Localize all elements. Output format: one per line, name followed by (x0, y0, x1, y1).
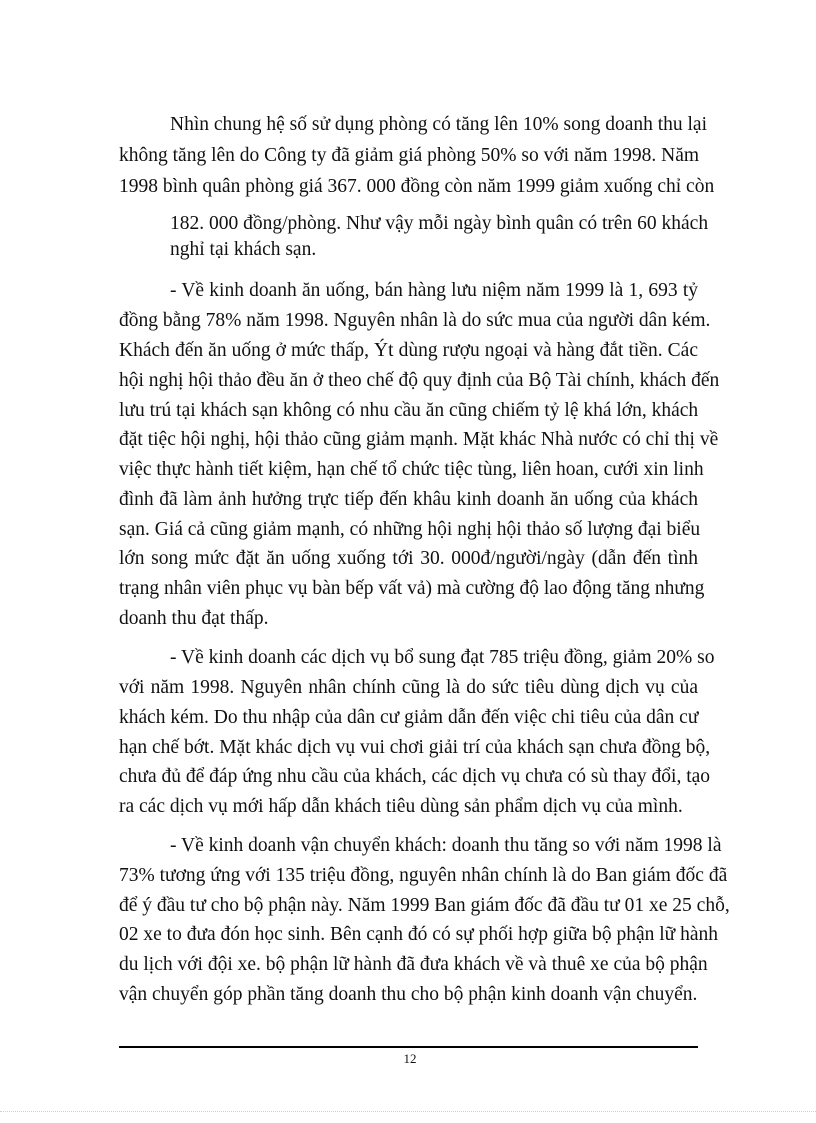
text-line: chưa đủ để đáp ứng nhu cầu của khách, các dịch vụ chưa có sù thay đổi, tạo (119, 766, 711, 787)
text-line: - Về kinh doanh ăn uống, bán hàng lưu niệm năm 1999 là 1, 693 tỷ (170, 280, 698, 301)
text-line: đình đã làm ảnh hưởng trực tiếp đến khâu kinh doanh ăn uống của khách (119, 489, 698, 510)
text-line: - Về kinh doanh vận chuyển khách: doanh thu tăng so với năm 1998 là (170, 835, 722, 856)
text-line: trạng nhân viên phục vụ bàn bếp vất vả) mà cường độ lao động tăng nhưng (119, 578, 705, 599)
text-line: 02 xe to đưa đón học sinh. Bên cạnh đó có sự phối hợp giữa bộ phận lữ hành (119, 924, 719, 945)
text-line: đồng bằng 78% năm 1998. Nguyên nhân là do sức mua của người dân kém. (119, 310, 711, 331)
text-line: doanh thu đạt thấp. (119, 608, 269, 629)
text-line: để ý đầu tư cho bộ phận này. Năm 1999 Ban giám đốc đã đầu tư 01 xe 25 chỗ, (119, 895, 730, 916)
text-line: không tăng lên do Công ty đã giảm giá phòng 50% so với năm 1998. Năm (119, 145, 700, 166)
text-line: việc thực hành tiết kiệm, hạn chế tổ chức tiệc tùng, liên hoan, cưới xin linh (119, 459, 704, 480)
text-line: ra các dịch vụ mới hấp dẫn khách tiêu dùng sản phẩm dịch vụ của mình. (119, 796, 683, 817)
text-line: 1998 bình quân phòng giá 367. 000 đồng còn năm 1999 giảm xuống chỉ còn (119, 176, 715, 197)
footer-divider (119, 1046, 698, 1048)
text-line: 73% tương ứng với 135 triệu đồng, nguyên nhân chính là do Ban giám đốc đã (119, 865, 728, 886)
text-line: lớn song mức đặt ăn uống xuống tới 30. 000đ/người/ngày (dẫn đến tình (119, 548, 698, 569)
text-line: du lịch với đội xe. bộ phận lữ hành đã đưa khách về và thuê xe của bộ phận (119, 954, 708, 975)
page-number: 12 (403, 1051, 417, 1066)
page-edge-divider (0, 1111, 816, 1112)
text-line: khách kém. Do thu nhập của dân cư giảm dẫn đến việc chi tiêu của dân cư (119, 707, 699, 728)
text-line: Khách đến ăn uống ở mức thấp, Ýt dùng rượu ngoại và hàng đắt tiền. Các (119, 340, 698, 361)
text-line: 182. 000 đồng/phòng. Như vậy mỗi ngày bình quân có trên 60 khách (170, 213, 709, 234)
text-line: lưu trú tại khách sạn không có nhu cầu ăn cũng chiếm tỷ lệ khá lớn, khách (119, 400, 699, 421)
text-line: Nhìn chung hệ số sử dụng phòng có tăng lên 10% song doanh thu lại (170, 114, 708, 135)
text-line: với năm 1998. Nguyên nhân chính cũng là do sức tiêu dùng dịch vụ của (119, 677, 698, 698)
text-line: vận chuyển góp phần tăng doanh thu cho bộ phận kinh doanh vận chuyển. (119, 984, 698, 1005)
text-line: đặt tiệc hội nghị, hội thảo cũng giảm mạnh. Mặt khác Nhà nước có chỉ thị về (119, 429, 719, 450)
text-line: hội nghị hội thảo đều ăn ở theo chế độ quy định của Bộ Tài chính, khách đến (119, 370, 720, 391)
text-line: - Về kinh doanh các dịch vụ bổ sung đạt 785 triệu đồng, giảm 20% so (170, 647, 715, 668)
text-line: nghỉ tại khách sạn. (170, 239, 317, 260)
text-line: sạn. Giá cả cũng giảm mạnh, có những hội nghị hội thảo số lượng đại biểu (119, 519, 701, 540)
text-line: hạn chế bớt. Mặt khác dịch vụ vui chơi giải trí của khách sạn chưa đồng bộ, (119, 737, 711, 758)
